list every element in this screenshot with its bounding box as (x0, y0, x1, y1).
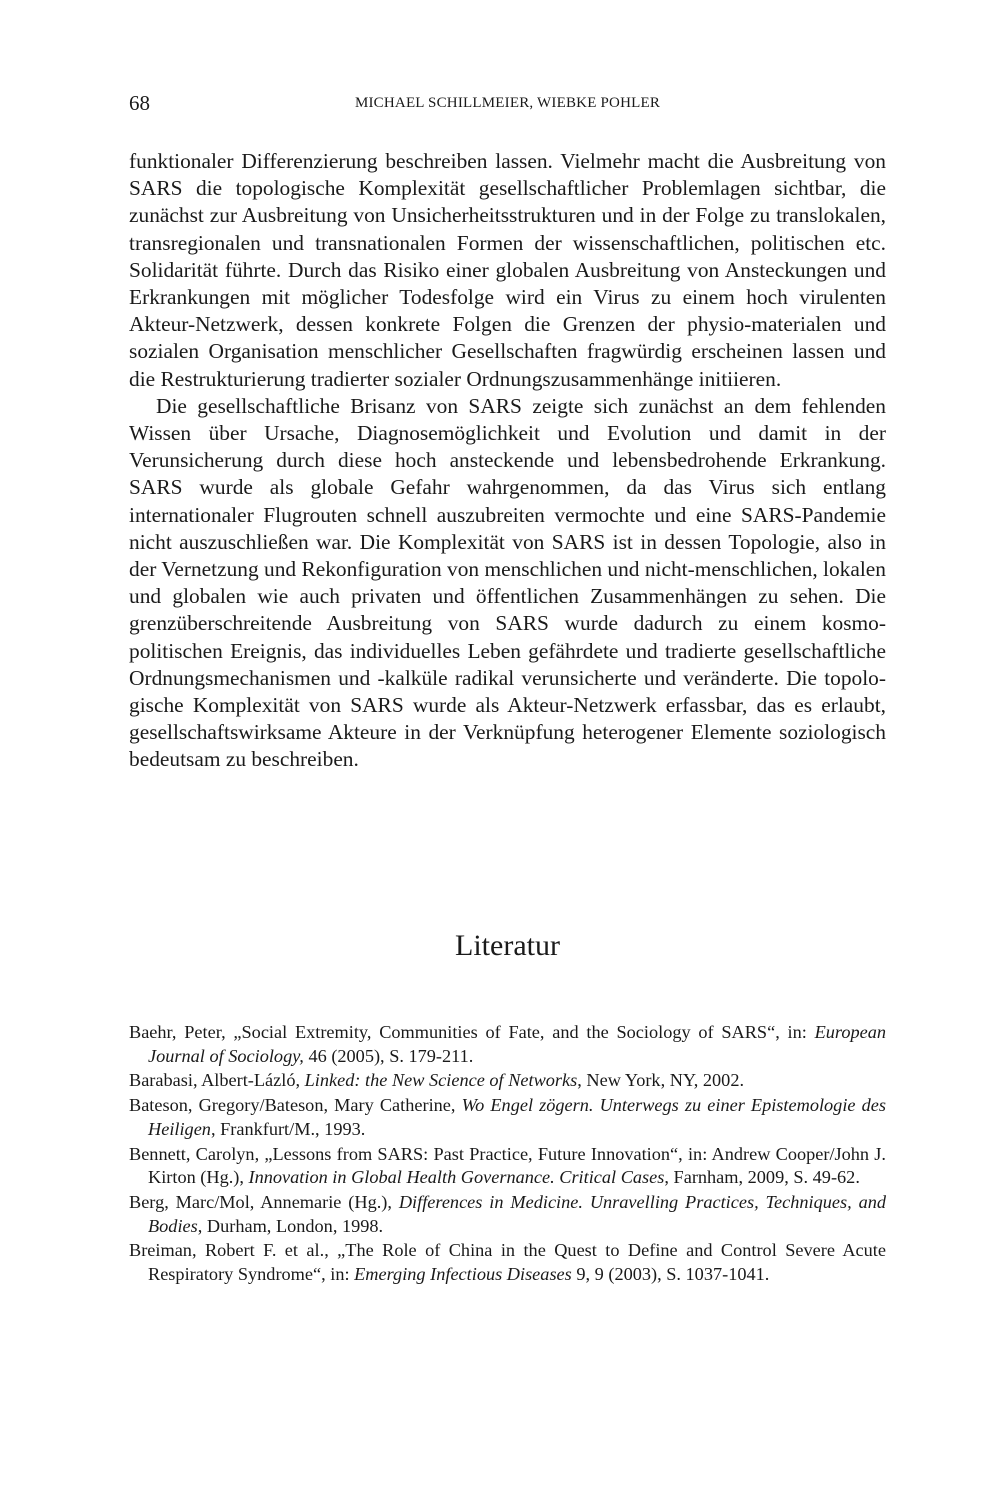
reference-text: , New York, NY, 2002. (577, 1070, 745, 1091)
reference-item (129, 1143, 886, 1190)
paragraph: Die gesellschaftliche Brisanz von SARS zeigte sich zunächst an dem fehlenden Wissen über Ursache, Diagnosemöglichkeit und Evolution und damit in der Verunsicherung durch diese hoch ansteckende und lebensbedrohende Erkrankung. SARS wurde als globale Gefahr wahrgenommen, da das Virus sich entlang internationaler Flugrouten schnell auszubreiten vermochte und eine SARS-Pandemie nicht auszuschließen war. Die Komplexität von SARS ist in dessen Topologie, also in der Vernetzung und Rekonfiguration von menschlichen und nicht-menschlichen, lokalen und globalen wie auch privaten und öffentlichen Zusammenhängen zu sehen. Die grenzüberschreitende Ausbreitung von SARS wurde dadurch zu einem kosmo-politischen Ereignis, das individuelles Leben gefährdete und tradierte gesellschaftliche Ordnungsmechanismen und -kalküle radikal verunsicherte und veränderte. Die topologische Komplexität von SARS wurde als Akteur-Netzwerk erfassbar, das es erlaubt, gesellschaftswirksame Akteure in der Verknüpfung heterogener Elemente soziologisch bedeutsam zu beschreiben. (129, 393, 886, 772)
reference-text: Bennett, Carolyn, „Lessons from SARS: Past Practice, Future Innovation“, in: Andrew Cooper/John J. Kirton (Hg.), (129, 1143, 886, 1188)
reference-item (129, 1094, 886, 1141)
page-number: 68 (129, 91, 150, 115)
reference-item (129, 1191, 886, 1238)
page-header (129, 91, 886, 115)
reference-item (129, 1069, 886, 1093)
reference-text: , Farnham, 2009, S. 49-62. (664, 1167, 860, 1188)
reference-text: Berg, Marc/Mol, Annemarie (Hg.), (129, 1191, 399, 1212)
running-head: MICHAEL SCHILLMEIER, WIEBKE POHLER (354, 95, 661, 111)
reference-text: 46 (2005), S. 179-211. (303, 1045, 474, 1066)
paragraph: funktionaler Differenzierung beschreiben lassen. Vielmehr macht die Ausbreitung von SARS die topologische Komplexität gesellschaftlicher Problemlagen sichtbar, die zunächst zur Ausbreitung von Unsicherheitsstrukturen und in der Folge zu translokalen, transregionalen und transnationalen Formen der wissenschaftlichen, politischen etc. Solidarität führte. Durch das Risiko einer globalen Ausbreitung von Ansteckungen und Erkrankungen mit möglicher Todesfolge wird ein Virus zu einem hoch virulenten Akteur-Netzwerk, dessen konkrete Folgen die Grenzen der physio-materialen und sozialen Organisation menschlicher Gesellschaften fragwürdig erscheinen lassen und die Restrukturierung tradierter sozialer Ordnungszusammenhänge initiieren. (129, 149, 886, 391)
reference-text: Bateson, Gregory/Bateson, Mary Catherine, (129, 1095, 462, 1116)
reference-text: , Durham, London, 1998. (197, 1215, 384, 1236)
reference-text: Baehr, Peter, „Social Extremity, Communities of Fate, and the Sociology of SARS“, in: (129, 1022, 815, 1042)
reference-list (129, 1021, 886, 1288)
reference-item (129, 1021, 886, 1068)
reference-text: Breiman, Robert F. et al., „The Role of China in the Quest to Define and Control Severe Acute Respiratory Syndrome“, in: (129, 1240, 886, 1285)
reference-text: 9, 9 (2003), S. 1037-1041. (571, 1264, 770, 1285)
section-title: Literatur (455, 929, 560, 962)
reference-title: Innovation in Global Health Governance. Critical Cases (248, 1167, 665, 1188)
reference-title: Wo Engel zögern. Unterwegs zu einer Epistemologie des Heiligen (148, 1095, 886, 1139)
reference-title: Linked: the New Science of Networks (304, 1070, 578, 1091)
reference-text: , Frankfurt/M., 1993. (210, 1118, 366, 1139)
reference-title: Emerging Infectious Diseases (354, 1264, 572, 1285)
reference-title: Differences in Medicine. Unravelling Practices, Techniques, and Bodies (148, 1191, 886, 1236)
body-text (129, 148, 886, 774)
reference-item (129, 1239, 886, 1286)
reference-title: European Journal of Sociology, (148, 1022, 886, 1066)
reference-text: Barabasi, Albert-Lázló, (129, 1070, 305, 1091)
